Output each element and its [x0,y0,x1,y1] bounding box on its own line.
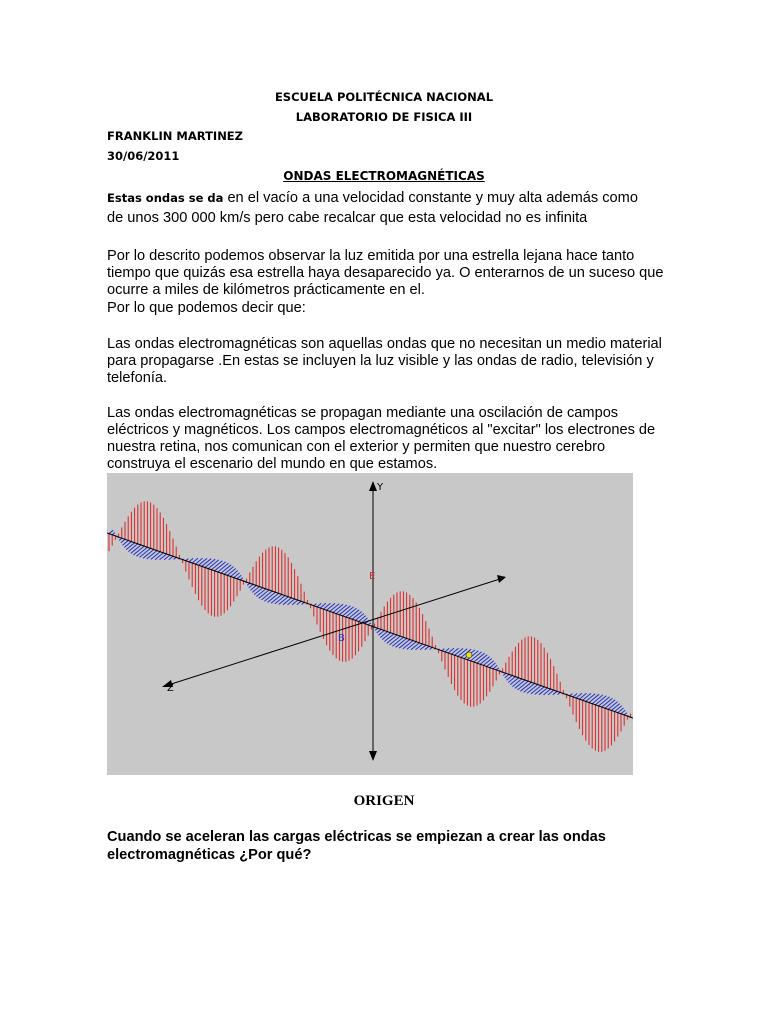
magnetic-vector-line [155,553,163,560]
magnetic-vector-line [589,694,599,702]
magnetic-vector-line [317,603,321,607]
section-heading-origen: ORIGEN [353,793,415,809]
magnetic-vector-line [333,604,343,612]
origin-question: Cuando se aceleran las cargas eléctricas se empiezan a crear las ondas electromagnéticas ¿Por qué? [107,829,606,863]
y-axis-arrow-down-icon [369,751,377,761]
intro-lead: Estas ondas se da [107,191,224,205]
magnetic-vector-line [586,694,595,702]
magnetic-vector-line [109,530,113,533]
document-date: 30/06/2011 [107,149,180,163]
electric-field-vectors [109,501,631,751]
magnetic-vector-line [573,694,577,697]
magnetic-vector-line [327,603,335,610]
magnetic-vector-line [199,558,207,565]
author-name: FRANKLIN MARTINEZ [107,129,244,143]
magnetic-vector-line [271,595,282,604]
magnetic-vector-line [621,710,625,714]
magnetic-vector-line [297,601,301,605]
magnetic-vector-line [202,559,211,567]
magnetic-vector-line [483,659,491,666]
magnetic-vector-line [227,569,235,576]
magnetic-vector-line [121,539,125,543]
magnetic-vector-line [256,589,265,597]
intro-line2: de unos 300 000 km/s pero cabe recalcar que esta velocidad no es infinita [107,210,588,226]
magnetic-vector-line [126,543,134,550]
yellow-marker [466,652,472,658]
magnetic-vector-line [608,702,617,710]
magnetic-vector-line [189,558,193,561]
magnetic-vector-line [147,551,157,559]
magnetic-vector-line [128,544,137,552]
propagation-axis-line [107,533,633,718]
magnetic-vector-line [169,556,173,560]
magnetic-vector-line [527,685,538,694]
z-axis-line [165,578,503,686]
magnetic-vector-line [330,604,339,612]
paragraph-star-light: Por lo descrito podemos observar la luz emitida por una estrella lejana hace tanto tiempo que quizás esa estrella haya desaparecido ya. O enterarnos de un suceso que ocurre a miles de kilómetros prácticamente en el. [107,248,664,298]
document-title: ONDAS ELECTROMAGNÉTICAS [283,169,485,183]
z-axis-label: Z [167,683,174,694]
magnetic-vector-line [275,596,285,604]
magnetic-vector-line [237,575,241,578]
magnetic-field-label: B [338,633,345,644]
em-wave-figure [107,473,633,775]
magnetic-vector-line [279,597,288,605]
y-axis-arrow-up-icon [369,481,377,491]
paragraph-definition: Las ondas electromagnéticas son aquellas ondas que no necesitan un medio material para propagarse .En estas se incluyen la luz visible y las ondas de radio, televisión y telefonía. [107,336,662,386]
magnetic-vector-line [592,695,603,704]
x-axis-arrow-icon [497,575,506,583]
magnetic-vector-line [477,655,487,663]
magnetic-vector-line [249,584,253,588]
magnetic-vector-line [283,598,291,605]
magnetic-vector-line [131,545,141,553]
magnetic-vector-line [510,678,518,685]
magnetic-vector-line [480,657,489,665]
magnetic-vector-line [535,687,544,695]
magnetic-vector-line [254,588,262,595]
magnetic-vector-line [151,552,160,560]
magnetic-vector-line [384,634,393,642]
paragraph-conclusion-lead: Por lo que podemos decir que: [107,300,306,316]
magnetic-vector-line [512,679,521,687]
magnetic-vector-line [355,614,363,621]
magnetic-vector-line [134,546,145,555]
magnetic-vector-line [505,674,509,677]
magnetic-vector-line [493,665,497,669]
magnetic-vector-line [387,635,397,643]
y-axis-label: Y [377,482,384,493]
magnetic-vector-line [515,680,525,688]
magnetic-vector-line [224,567,233,575]
magnetic-vector-line [583,693,591,700]
magnetic-vector-line [445,648,449,652]
magnetic-vector-line [611,704,619,711]
institution-heading: ESCUELA POLITÉCNICA NACIONAL [274,90,494,104]
magnetic-vector-line [474,653,485,662]
lab-heading: LABORATORIO DE FISICA III [295,110,473,124]
magnetic-vector-line [455,648,463,655]
magnetic-vector-line [259,590,269,598]
magnetic-vector-line [382,633,390,640]
magnetic-vector-line [377,629,381,632]
electric-field-label: E [369,571,376,582]
magnetic-vector-line [531,686,541,694]
em-wave-diagram [107,473,633,775]
magnetic-vector-line [143,550,154,559]
intro-paragraph [107,188,667,228]
magnetic-vector-line [205,559,215,567]
magnetic-vector-line [221,565,231,573]
magnetic-vector-line [553,691,557,694]
magnetic-vector-line [425,646,429,649]
paragraph-propagation: Las ondas electromagnéticas se propagan mediante una oscilación de campos eléctricos y magnéticos. Los campos electromagnéticos al "excitar" los electrones de nuestra retina, nos comunican con el exterior y permiten que nuestro cerebro construya el escenario del mundo en que estamos. [107,405,656,472]
magnetic-vector-line [349,610,359,618]
intro-rest: en el vacío a una velocidad constante y muy alta además como [223,190,638,206]
magnetic-vector-line [605,700,615,708]
magnetic-vector-line [399,640,410,649]
magnetic-vector-line [352,612,361,620]
magnetic-vector-line [411,643,419,650]
magnetic-vector-line [602,698,613,707]
magnetic-vector-line [403,641,413,649]
magnetic-vector-line [336,605,347,614]
magnetic-vector-line [539,688,547,695]
magnetic-vector-line [407,642,416,650]
